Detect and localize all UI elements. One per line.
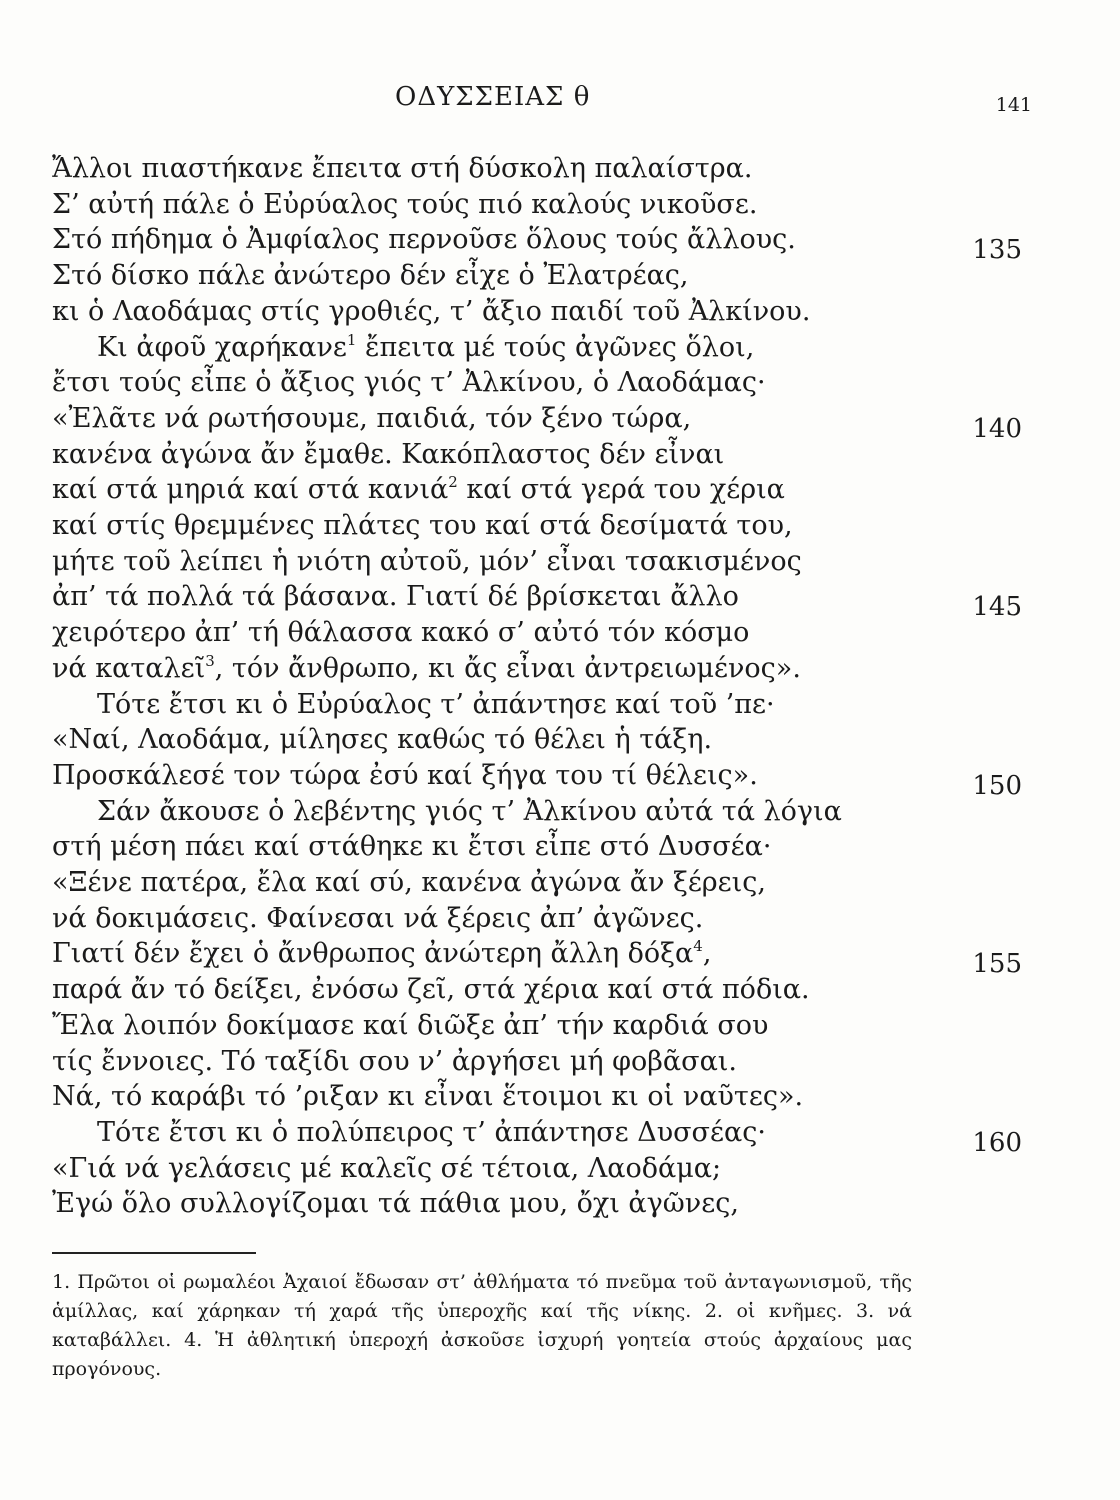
verse-text: Ἔλα λοιπόν δοκίμασε καί διῶξε ἀπ’ τήν καρδιά σου bbox=[52, 1009, 769, 1041]
verse-text: καί στά μηριά καί στά κανιά bbox=[52, 474, 449, 506]
running-title: ΟΔΥΣΣΕΙΑΣ θ bbox=[395, 82, 591, 112]
footnote-marker: 1 bbox=[346, 330, 357, 349]
verse-text: Κι ἀφοῦ χαρήκανε bbox=[97, 331, 347, 363]
verse-text: ἀπ’ τά πολλά τά βάσανα. Γιατί δέ βρίσκεται ἄλλο bbox=[52, 581, 739, 613]
verse-text: μήτε τοῦ λείπει ἡ νιότη αὐτοῦ, μόν’ εἶναι τσακισμένος bbox=[52, 545, 802, 577]
verse-text: νά καταλεῖ bbox=[52, 652, 206, 684]
verse-text: χειρότερο ἀπ’ τή θάλασσα κακό σ’ αὐτό τόν κόσμο bbox=[52, 617, 750, 649]
verse-text: Σ’ αὐτή πάλε ὁ Εὐρύαλος τούς πιό καλούς νικοῦσε. bbox=[52, 188, 758, 220]
verse-line bbox=[0, 937, 1120, 980]
verse-text-continued: , bbox=[702, 938, 712, 970]
verse-line bbox=[0, 1080, 1120, 1114]
verse-text: Στό πήδημα ὁ Ἀμφίαλος περνοῦσε ὅλους τούς ἄλλους. bbox=[52, 224, 796, 256]
verse-text: στή μέση πάει καί στάθηκε κι ἔτσι εἶπε στό Δυσσέα· bbox=[52, 831, 772, 863]
verse-text-group bbox=[52, 473, 785, 507]
verse-line bbox=[0, 902, 1120, 936]
verse-text: Προσκάλεσέ τον τώρα ἐσύ καί ξήγα του τί θέλεις». bbox=[52, 759, 758, 791]
line-number: 140 bbox=[972, 413, 1022, 444]
verse-text: νά δοκιμάσεις. Φαίνεσαι νά ξέρεις ἀπ’ ἀγῶνες. bbox=[52, 902, 704, 934]
verse-text: «Γιά νά γελάσεις μέ καλεῖς σέ τέτοια, Λαοδάμα; bbox=[52, 1152, 722, 1184]
verse-line bbox=[0, 152, 1120, 186]
verse-text: «Ξένε πατέρα, ἔλα καί σύ, κανένα ἀγώνα ἄν ξέρεις, bbox=[52, 867, 766, 898]
verse-text: «Ἐλᾶτε νά ρωτήσουμε, παιδιά, τόν ξένο τώρα, bbox=[52, 402, 692, 434]
verse-line bbox=[0, 188, 1120, 222]
verse-line bbox=[0, 1045, 1120, 1079]
verse-text: τίς ἔννοιες. Τό ταξίδι σου ν’ ἀργήσει μή φοβᾶσαι. bbox=[52, 1045, 737, 1077]
verse-text-group bbox=[97, 331, 754, 365]
verse-line bbox=[0, 223, 1120, 266]
verse-text: Γιατί δέν ἔχει ὁ ἄνθρωπος ἀνώτερη ἄλλη δόξα bbox=[52, 938, 694, 970]
footnote-marker: 4 bbox=[693, 937, 703, 956]
verse-text: Στό δίσκο πάλε ἀνώτερο δέν εἶχε ὁ Ἐλατρέας, bbox=[52, 260, 689, 292]
running-header bbox=[0, 82, 1120, 122]
verse-line bbox=[0, 580, 1120, 623]
verse-line bbox=[0, 545, 1120, 579]
verse-line bbox=[0, 616, 1120, 650]
line-number: 145 bbox=[972, 592, 1022, 623]
verse-line bbox=[0, 1187, 1120, 1221]
verse-text-group bbox=[52, 652, 801, 686]
verse-line bbox=[0, 973, 1120, 1007]
line-number: 160 bbox=[972, 1127, 1022, 1158]
verse-line bbox=[0, 1009, 1120, 1043]
verse-line bbox=[0, 402, 1120, 444]
verse-line bbox=[0, 259, 1120, 293]
page-number: 141 bbox=[995, 94, 1032, 116]
verse-line bbox=[0, 1152, 1120, 1186]
footnote-divider bbox=[52, 1252, 256, 1254]
verse-line bbox=[0, 759, 1120, 801]
verse-text: καί στίς θρεμμένες πλάτες του καί στά δεσίματά του, bbox=[52, 510, 793, 541]
verse-text: Νά, τό καράβι τό ’ριξαν κι εἶναι ἕτοιμοι κι οἱ ναῦτες». bbox=[52, 1081, 804, 1113]
verse-line bbox=[0, 295, 1120, 329]
verse-text-continued: , τόν ἄνθρωπο, κι ἄς εἶναι ἀντρειωμένος». bbox=[214, 652, 801, 684]
verse-text-continued: καί στά γερά του χέρια bbox=[457, 474, 785, 506]
verse-line bbox=[0, 652, 1120, 686]
verse-text: Ἐγώ ὅλο συλλογίζομαι τά πάθια μου, ὄχι ἀγῶνες, bbox=[52, 1188, 739, 1220]
verse-line bbox=[0, 723, 1120, 757]
verse-line bbox=[0, 473, 1120, 507]
verse-line bbox=[0, 331, 1120, 365]
verse-text: παρά ἄν τό δείξει, ἐνόσω ζεῖ, στά χέρια καί στά πόδια. bbox=[52, 974, 810, 1006]
verse-line bbox=[0, 795, 1120, 829]
footnotes: 1. Πρῶτοι οἱ ρωμαλέοι Ἀχαιοί ἔδωσαν στ’ ἀθλήματα τό πνεῦμα τοῦ ἀνταγωνισμοῦ, τῆς ἁμίλλας, καί χάρηκαν τή χαρά τῆς ὑπεροχῆς καί τῆς νίκης. 2. οἱ κνῆμες. 3. νά καταβάλλει. 4. Ἡ ἀθλητική ὑπεροχή ἀσκοῦσε ἰσχυρή γοητεία στούς ἀρχαίους μας προγόνους. bbox=[52, 1271, 912, 1380]
verse-line bbox=[0, 509, 1120, 543]
verse-line bbox=[0, 1116, 1120, 1158]
footnote-marker: 3 bbox=[205, 651, 215, 670]
verse-text: κι ὁ Λαοδάμας στίς γροθιές, τ’ ἄξιο παιδί τοῦ Ἀλκίνου. bbox=[52, 295, 811, 327]
verse-line bbox=[0, 830, 1120, 864]
verse-text-continued: ἔπειτα μέ τούς ἀγῶνες ὅλοι, bbox=[356, 331, 755, 363]
verse-line bbox=[0, 438, 1120, 472]
line-number: 155 bbox=[972, 949, 1022, 980]
verse-line bbox=[0, 688, 1120, 722]
verse-text: Σάν ἄκουσε ὁ λεβέντης γιός τ’ Ἀλκίνου αὐτά τά λόγια bbox=[97, 795, 842, 827]
line-number: 135 bbox=[972, 235, 1022, 266]
verse-text: ἔτσι τούς εἶπε ὁ ἄξιος γιός τ’ Ἀλκίνου, ὁ Λαοδάμας· bbox=[52, 367, 766, 399]
line-number: 150 bbox=[972, 770, 1022, 801]
verse-line bbox=[0, 866, 1120, 900]
verse-text: κανένα ἀγώνα ἄν ἔμαθε. Κακόπλαστος δέν εἶναι bbox=[52, 438, 725, 470]
verse-text-group bbox=[52, 937, 711, 971]
verse-line bbox=[0, 366, 1120, 400]
verse-text: Ἄλλοι πιαστήκανε ἔπειτα στή δύσκολη παλαίστρα. bbox=[52, 153, 753, 184]
verse-text: Τότε ἔτσι κι ὁ πολύπειρος τ’ ἀπάντησε Δυσσέας· bbox=[97, 1116, 766, 1148]
footnote-marker: 2 bbox=[448, 473, 458, 492]
verse-text: «Ναί, Λαοδάμα, μίλησες καθώς τό θέλει ἡ τάξη. bbox=[52, 724, 713, 756]
verse-text: Τότε ἔτσι κι ὁ Εὐρύαλος τ’ ἀπάντησε καί τοῦ ’πε· bbox=[97, 688, 775, 720]
